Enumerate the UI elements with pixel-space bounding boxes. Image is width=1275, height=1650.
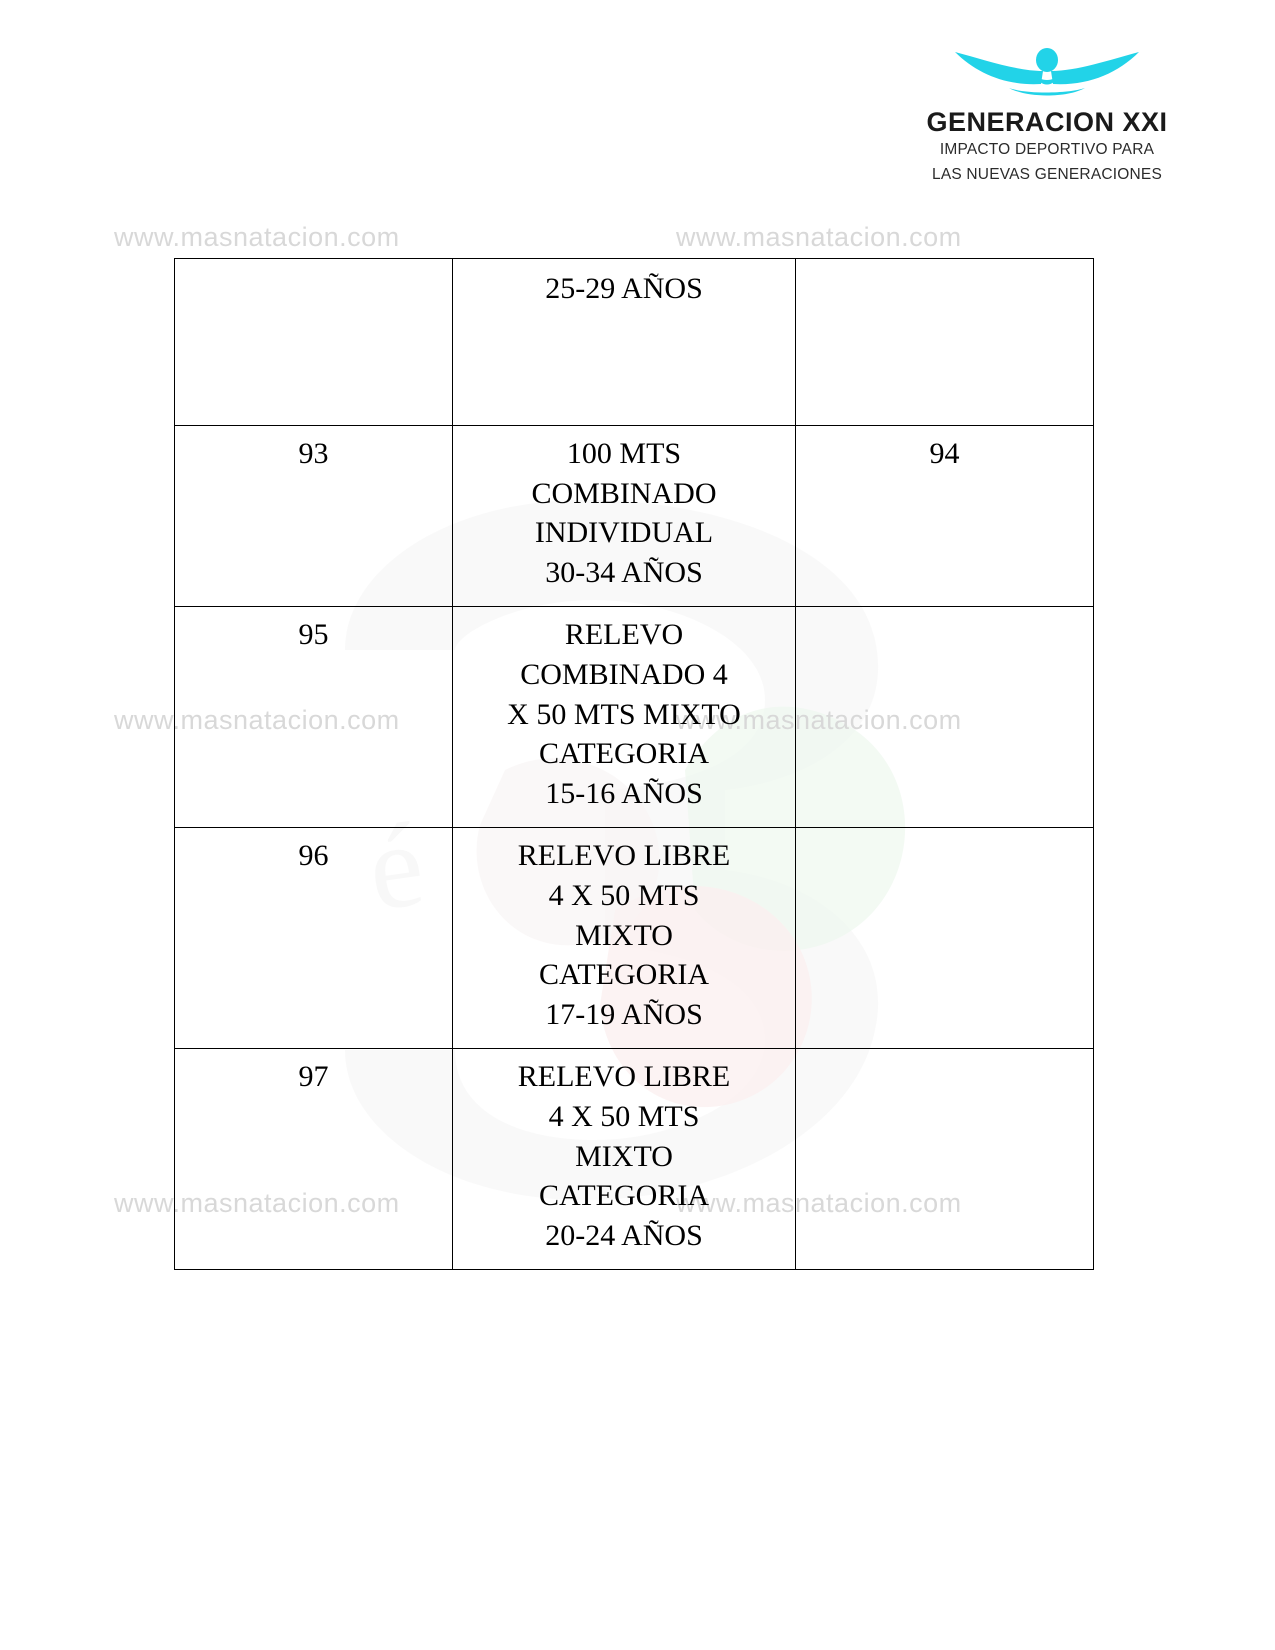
brand-tagline-line2: LAS NUEVAS GENERACIONES: [932, 166, 1162, 184]
events-table: [174, 258, 1094, 1270]
event-line: RELEVO LIBRE: [517, 839, 731, 873]
event-number-cell: 97: [175, 1049, 453, 1270]
event-number-alt-cell: [796, 828, 1094, 1049]
table-row: [175, 426, 1094, 607]
table-row: [175, 1049, 1094, 1270]
watermark-text: www.masnatacion.com: [114, 705, 400, 735]
event-line: 100 MTS: [566, 437, 682, 470]
event-line: 30-34 AÑOS: [545, 555, 703, 589]
event-number-cell: 93: [175, 426, 453, 607]
event-description-cell: [453, 426, 796, 607]
event-line: X 50 MTS MIXTO: [507, 697, 741, 731]
event-description-cell: [453, 828, 796, 1049]
event-number-alt-cell: [796, 1049, 1094, 1270]
event-line: COMBINADO: [531, 476, 717, 510]
event-number-cell: 96: [175, 828, 453, 1049]
events-table-body: [175, 259, 1094, 1270]
brand-tagline-line1: IMPACTO DEPORTIVO PARA: [939, 141, 1155, 159]
event-line: CATEGORIA: [539, 737, 709, 771]
event-line: CATEGORIA: [539, 958, 709, 992]
watermark-text: www.masnatacion.com: [676, 222, 962, 252]
event-line: 25-29 AÑOS: [545, 272, 703, 305]
event-line: CATEGORIA: [539, 1179, 709, 1213]
brand-name: GENERACION XXI: [926, 107, 1168, 137]
watermark-text: www.masnatacion.com: [114, 222, 400, 252]
event-line: 15-16 AÑOS: [545, 776, 703, 810]
watermark-text: www.masnatacion.com: [676, 1188, 962, 1218]
table-row: [175, 607, 1094, 828]
table-row: [175, 259, 1094, 426]
butterfly-swimmer-logo-icon: [947, 40, 1147, 102]
event-number-alt-cell: [796, 607, 1094, 828]
event-number-alt-cell: 94: [796, 426, 1094, 607]
brand-logo-block: [877, 40, 1217, 186]
event-line: 17-19 AÑOS: [545, 997, 703, 1031]
event-line: RELEVO: [564, 618, 684, 652]
event-line: COMBINADO 4: [520, 657, 728, 691]
event-line: 20-24 AÑOS: [545, 1218, 703, 1252]
event-number-alt-cell: [796, 259, 1094, 426]
event-description-cell: [453, 259, 796, 426]
svg-text:é: é: [360, 796, 432, 936]
watermark-text: www.masnatacion.com: [676, 705, 962, 735]
event-line: MIXTO: [575, 918, 673, 952]
table-row: [175, 828, 1094, 1049]
event-description-cell: [453, 607, 796, 828]
event-line: RELEVO LIBRE: [517, 1060, 731, 1094]
event-number-cell: [175, 259, 453, 426]
event-line: INDIVIDUAL: [534, 516, 714, 550]
watermark-text: www.masnatacion.com: [114, 1188, 400, 1218]
event-line: MIXTO: [575, 1139, 673, 1173]
event-number-cell: 95: [175, 607, 453, 828]
event-line: 4 X 50 MTS: [548, 1099, 700, 1133]
event-line: 4 X 50 MTS: [548, 878, 700, 912]
event-description-cell: [453, 1049, 796, 1270]
